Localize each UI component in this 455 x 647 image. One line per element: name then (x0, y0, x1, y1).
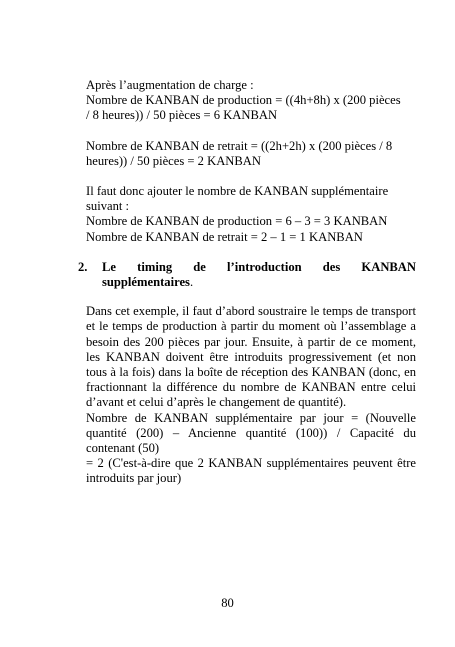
heading-word: Le (102, 259, 116, 274)
heading-word: KANBAN (361, 259, 416, 274)
per-day-result: = 2 (C'est-à-dire que 2 KANBAN supplémentaires peuvent être introduits par jour) (86, 456, 416, 486)
section-after-load (86, 78, 416, 124)
spacer (86, 245, 416, 260)
spacer (86, 290, 416, 304)
withdrawal-formula-line1: Nombre de KANBAN de retrait = ((2h+2h) x (200 pièces / 8 (86, 138, 393, 153)
heading-line2-text: supplémentaires (102, 275, 190, 290)
spacer (86, 169, 416, 184)
production-formula-line2: / 8 heures)) / 50 pièces = 6 KANBAN (86, 108, 278, 123)
body-paragraph: Dans cet exemple, il faut d’abord soustraire le temps de transport et le temps de production à partir du moment où l’assemblage a besoin des 200 pièces par jour. Ensuite, à partir de ce moment, les KANBAN doivent être introduits progressivement (et non tous à la fois) dans la boîte de réception des KANBAN (donc, en fractionnant la différence du nombre de KANBAN entre celui d’avant et celui d’après le changement de quantité). (86, 304, 416, 410)
document-page (78, 78, 416, 487)
section-heading (78, 259, 416, 290)
spacer (86, 124, 416, 139)
heading-word: l’introduction (227, 259, 302, 274)
additional-withdrawal: Nombre de KANBAN de retrait = 2 – 1 = 1 KANBAN (86, 229, 363, 244)
heading-word: des (322, 259, 341, 274)
withdrawal-formula-line2: heures)) / 50 pièces = 2 KANBAN (86, 153, 261, 168)
per-day-formula: Nombre de KANBAN supplémentaire par jour = (Nouvelle quantité (200) – Ancienne quantité (100)) / Capacité du contenant (50) (86, 410, 416, 456)
additional-intro-line2: suivant : (86, 199, 130, 214)
heading-word: timing (137, 259, 173, 274)
heading-line2 (102, 275, 416, 290)
heading-line2-period: . (189, 275, 194, 290)
body-text (86, 304, 416, 486)
withdrawal-formula (86, 139, 416, 169)
section-additional (86, 184, 416, 245)
heading-word: de (193, 259, 206, 274)
heading-number: 2. (78, 259, 88, 274)
heading-line1 (102, 260, 416, 275)
production-formula-line1: Nombre de KANBAN de production = ((4h+8h) x (200 pièces (86, 93, 401, 108)
additional-intro-line1: Il faut donc ajouter le nombre de KANBAN supplémentaire (86, 184, 389, 199)
page-number: 80 (221, 596, 234, 610)
after-load-intro: Après l’augmentation de charge : (86, 78, 254, 92)
additional-production: Nombre de KANBAN de production = 6 – 3 = 3 KANBAN (86, 214, 388, 229)
